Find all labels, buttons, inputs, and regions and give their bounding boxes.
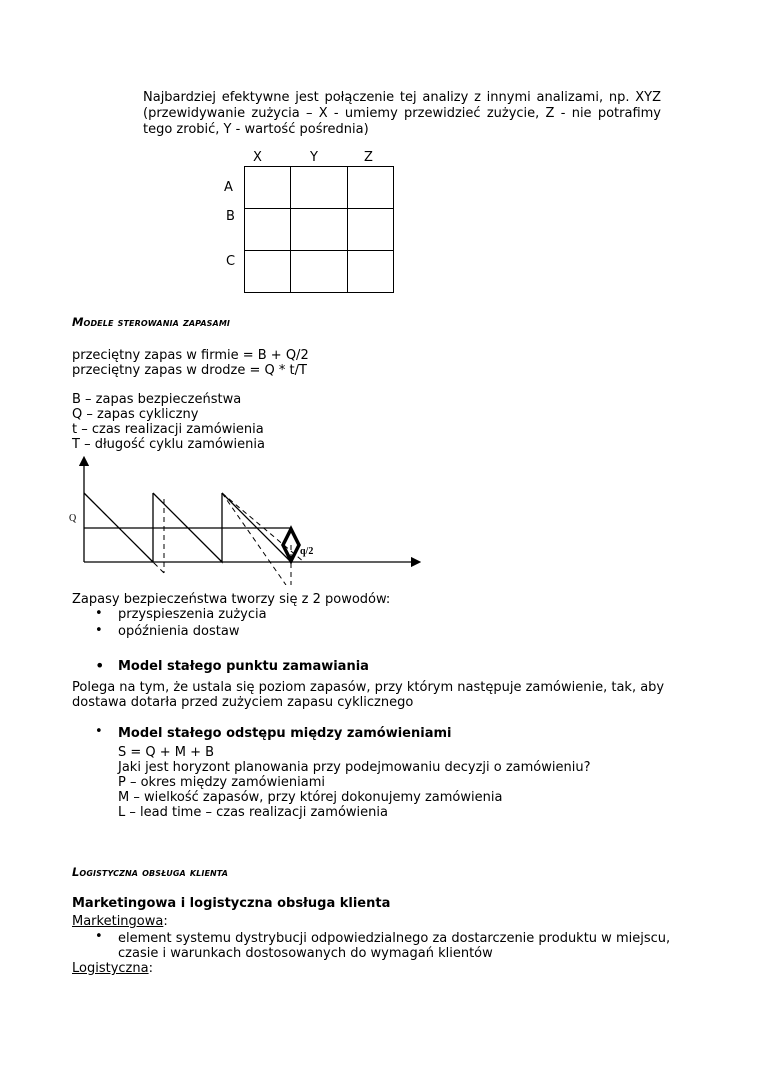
marketing-label-line: Marketingowa: [72,914,168,929]
model1-desc-line1: Polega na tym, że ustala się poziom zapasów, przy którym następuje zamówienie, tak, aby [72,680,665,695]
grid-cell [291,209,348,251]
definition-t-lead: t – czas realizacji zamówienia [72,422,264,437]
model2-line: Jaki jest horyzont planowania przy podejmowaniu decyzji o zamówieniu? [118,760,591,775]
definition-t-cycle: T – długość cyklu zamówienia [72,437,265,452]
label-q: Q [69,513,77,524]
grid-row-a: A [224,180,233,195]
grid-cell [245,251,291,293]
model1-desc-line2: dostawa dotarła przed zużyciem zapasu cyklicznego [72,695,414,710]
grid-col-x: X [253,150,262,165]
label-q2: q/2 [300,546,314,557]
model2-line: S = Q + M + B [118,745,215,760]
marketing-label: Marketingowa [72,914,164,929]
grid-row-c: C [226,254,236,269]
safety-stock-reasons-intro: Zapasy bezpieczeństwa tworzy się z 2 powodów: [72,592,391,607]
grid-row-b: B [226,209,235,224]
marketing-item-line1: element systemu dystrybucji odpowiedzialnego za dostarczenie produktu w miejscu, [118,931,671,946]
definition-q: Q – zapas cykliczny [72,407,199,422]
bullet-dot: • [95,929,103,944]
marketing-item-line2: czasie i warunkach dostosowanych do wymagań klientów [118,946,493,961]
formula-avg-transit: przeciętny zapas w drodze = Q * t/T [72,363,307,378]
grid-cell [348,251,394,293]
model2-title: Model stałego odstępu między zamówieniami [118,726,452,741]
abc-xyz-grid [244,166,394,293]
bullet-dot: • [95,724,103,739]
definition-b: B – zapas bezpieczeństwa [72,392,242,407]
reason-item: opóźnienia dostaw [118,624,240,639]
model2-line: L – lead time – czas realizacji zamówienia [118,805,388,820]
grid-cell [348,167,394,209]
inventory-sawtooth-diagram [60,455,430,585]
model2-line: M – wielkość zapasów, przy której dokonujemy zamówienia [118,790,503,805]
section-title-inventory-models: Modele sterowania zapasami [72,315,230,329]
grid-cell [291,251,348,293]
intro-paragraph: Najbardziej efektywne jest połączenie tej analizy z innymi analizami, np. XYZ (przewidywanie zużycia – X - umiemy przewidzieć zużycie, Z - nie potrafimy tego zrobić, Y - wartość pośrednia) [143,90,661,137]
grid-cell [245,167,291,209]
bullet-dot: • [95,606,103,621]
grid-col-y: Y [310,150,318,165]
grid-cell [348,209,394,251]
model1-title: Model stałego punktu zamawiania [118,659,369,674]
bullet-dot: • [95,623,103,638]
section-title-customer-service: Logistyczna obsługa klienta [72,865,229,879]
section2-subtitle: Marketingowa i logistyczna obsługa klienta [72,896,391,911]
dashed-decline-2 [222,493,286,585]
reason-item: przyspieszenia zużycia [118,607,267,622]
model2-line: P – okres między zamówieniami [118,775,325,790]
grid-cell [291,167,348,209]
grid-col-z: Z [364,150,373,165]
formula-avg-stock: przeciętny zapas w firmie = B + Q/2 [72,348,309,363]
bullet-dot: • [95,656,105,675]
grid-cell [245,209,291,251]
logistics-label: Logistyczna [72,961,149,976]
logistics-label-line: Logistyczna: [72,961,153,976]
